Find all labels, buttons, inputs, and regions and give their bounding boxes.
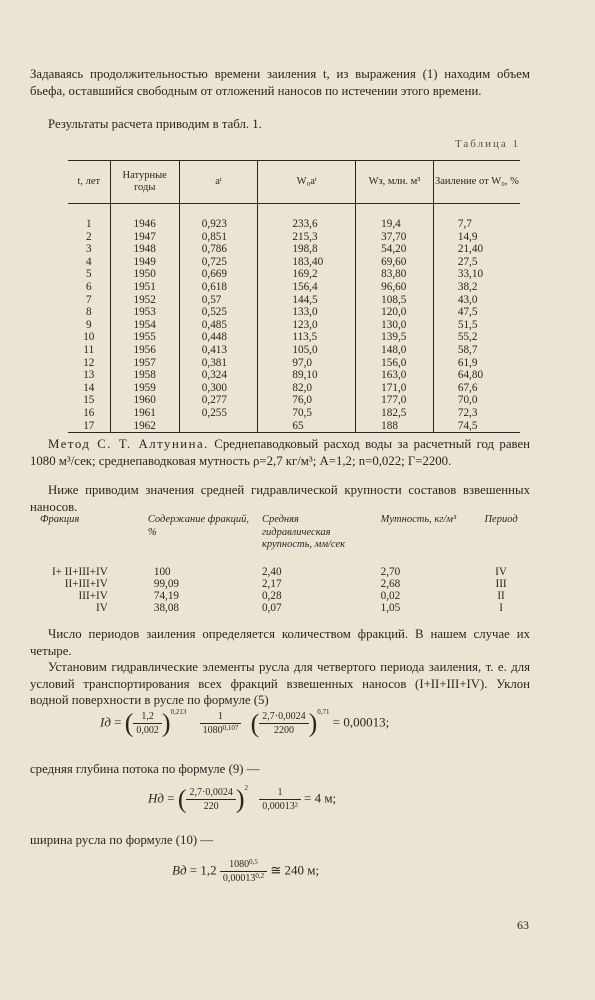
cell-t: 16	[68, 407, 110, 420]
cell-zail: 58,7	[457, 343, 478, 356]
fcol-header-fraction: Фракция	[40, 514, 80, 525]
table-caption: Таблица 1	[454, 138, 520, 150]
formula-slope: Iд = ( $\frac{1,2}{0,002}$ )$^{0,213}$ $\frac{1}{1080^{0,107}}$ ( $\frac{2,7\cdot 0,0024}{2200}$ )$^{0,71}$ = 0,00013;	[100, 708, 390, 738]
cell-wz: 83,80	[356, 268, 434, 281]
cell-zail: 70,0	[457, 394, 478, 407]
cell-wz: 96,60	[356, 281, 434, 294]
cell-wz: 19,4	[356, 204, 434, 231]
cell-t: 12	[68, 357, 110, 370]
formula1-f3-den: 2200	[273, 725, 294, 736]
cell-wz: 108,5	[356, 294, 434, 307]
table-row	[68, 344, 520, 357]
fcell-turbidity: 0,02	[380, 589, 401, 602]
table-row	[68, 294, 520, 307]
col-header-w0at: W₀aᵗ	[258, 161, 356, 204]
fcol-header-size: Средняя гидравлическая крупность, мм/сек	[261, 514, 346, 550]
cell-at: 0,923	[179, 204, 258, 231]
cell-at: 0,277	[179, 394, 258, 407]
cell-years: 1953	[110, 306, 179, 319]
cell-years: 1946	[110, 204, 179, 231]
formula1-lhs: Iд	[100, 714, 111, 730]
cell-at: 0,448	[179, 331, 258, 344]
cell-zail: 21,40	[457, 243, 484, 256]
paragraph-3: Ниже приводим значения средней гидравлической крупности составов взвешенных наносов.	[30, 483, 530, 514]
fractions-table	[40, 514, 530, 614]
cell-w0at: 105,0	[258, 344, 356, 357]
cell-at: 0,300	[179, 382, 258, 395]
col-header-t: t, лет	[68, 161, 110, 204]
formula3-den: 0,00013	[222, 873, 256, 884]
cell-t: 5	[68, 268, 110, 281]
cell-at: 0,618	[179, 281, 258, 294]
col-header-years: Натурные годы	[110, 161, 179, 204]
cell-t: 11	[68, 344, 110, 357]
method-title: Метод С. Т. Алтунина.	[48, 437, 209, 451]
cell-at: 0,413	[179, 344, 258, 357]
cell-w0at: 65	[258, 420, 356, 433]
cell-zail: 72,3	[457, 406, 478, 419]
cell-w0at: 113,5	[258, 331, 356, 344]
cell-t: 13	[68, 369, 110, 382]
formula2-f2-den: 0,00013²	[262, 801, 298, 812]
cell-t: 15	[68, 394, 110, 407]
cell-wz: 120,0	[356, 306, 434, 319]
cell-at: 0,525	[179, 306, 258, 319]
formula2-result: = 4 м;	[304, 790, 337, 806]
page-number: 63	[517, 918, 529, 932]
cell-zail: 55,2	[457, 331, 478, 344]
formula3-den-exp: 0,2	[255, 872, 265, 880]
cell-years: 1961	[110, 407, 179, 420]
table-row	[68, 394, 520, 407]
cell-w0at: 233,6	[258, 204, 356, 231]
cell-w0at: 169,2	[258, 268, 356, 281]
fcell-fraction: IV	[96, 601, 108, 614]
cell-years: 1948	[110, 243, 179, 256]
paragraph-6: средняя глубина потока по формуле (9) —	[30, 762, 260, 776]
cell-w0at: 156,4	[258, 281, 356, 294]
formula1-exp1: 0,213	[170, 708, 187, 716]
cell-at: 0,485	[179, 319, 258, 332]
cell-wz: 69,60	[356, 256, 434, 269]
col-header-wz: Wз, млн. м³	[356, 161, 434, 204]
paragraph-4: Число периодов заиления определяется количеством фракций. В нашем случае их четыре.	[30, 627, 530, 658]
fractions-row	[40, 566, 530, 578]
cell-zail: 67,6	[457, 381, 478, 394]
cell-w0at: 183,40	[258, 256, 356, 269]
fcol-header-turbidity: Мутность, кг/м³	[380, 514, 457, 525]
results-table	[68, 160, 520, 433]
cell-t: 4	[68, 256, 110, 269]
cell-t: 1	[68, 204, 110, 231]
cell-zail: 7,7	[457, 218, 472, 230]
formula2-lhs: Hд	[148, 790, 164, 806]
fcell-content: 100	[153, 565, 171, 578]
fcell-turbidity: 1,05	[380, 601, 401, 614]
cell-zail: 33,10	[457, 268, 484, 281]
formula1-exp3: 0,71	[317, 708, 330, 716]
formula2-f1-num: 2,7·0,0024	[186, 786, 235, 800]
fcell-size: 0,28	[261, 589, 282, 602]
formula1-result: = 0,00013;	[332, 714, 390, 730]
formula3-num: 1080	[229, 859, 250, 870]
cell-w0at: 70,5	[258, 407, 356, 420]
fractions-row	[40, 578, 530, 590]
cell-w0at: 215,3	[258, 231, 356, 244]
cell-years: 1955	[110, 331, 179, 344]
formula1-f1-den: 0,002	[136, 725, 159, 736]
formula3-lhs: Bд	[172, 862, 187, 878]
cell-zail: 14,9	[457, 230, 478, 243]
cell-w0at: 198,8	[258, 243, 356, 256]
cell-wz: 130,0	[356, 319, 434, 332]
table-row	[68, 357, 520, 370]
table-row	[68, 331, 520, 344]
table-header-row	[68, 161, 520, 204]
paragraph-1: Задаваясь продолжительностью времени заиления t, из выражения (1) находим объем бьефа, оставшийся свободным от отложений наносов по истечении этого времени.	[30, 67, 530, 98]
cell-wz: 177,0	[356, 394, 434, 407]
cell-wz: 188	[356, 420, 434, 433]
table-row	[68, 204, 520, 231]
cell-t: 8	[68, 306, 110, 319]
cell-wz: 156,0	[356, 357, 434, 370]
cell-at: 0,324	[179, 369, 258, 382]
formula2-exp: 2	[244, 784, 248, 792]
cell-zail: 61,9	[457, 356, 478, 369]
formula3-num-exp: 0,5	[249, 858, 258, 866]
table-row	[68, 369, 520, 382]
cell-t: 3	[68, 243, 110, 256]
table-row	[68, 306, 520, 319]
cell-at: 0,669	[179, 268, 258, 281]
cell-at: 0,381	[179, 357, 258, 370]
cell-at: 0,725	[179, 256, 258, 269]
cell-years: 1952	[110, 294, 179, 307]
fractions-header-row	[40, 514, 530, 566]
fcell-period: II	[497, 589, 505, 602]
cell-zail: 27,5	[457, 255, 478, 268]
formula1-f2-den: 1080	[202, 725, 223, 736]
cell-wz: 163,0	[356, 369, 434, 382]
fcell-content: 38,08	[153, 601, 180, 614]
cell-t: 17	[68, 420, 110, 433]
table-row	[68, 243, 520, 256]
cell-wz: 54,20	[356, 243, 434, 256]
cell-w0at: 123,0	[258, 319, 356, 332]
formula3-coef: = 1,2	[189, 862, 217, 878]
fcell-fraction: III+IV	[78, 589, 108, 602]
cell-w0at: 82,0	[258, 382, 356, 395]
fractions-row	[40, 590, 530, 602]
fcell-turbidity: 2,68	[380, 577, 401, 590]
fcell-period: I	[499, 601, 503, 614]
cell-years: 1954	[110, 319, 179, 332]
cell-t: 2	[68, 231, 110, 244]
fcell-size: 2,17	[261, 577, 282, 590]
fcell-size: 2,40	[261, 565, 282, 578]
cell-w0at: 144,5	[258, 294, 356, 307]
table-row	[68, 256, 520, 269]
cell-at: 0,57	[179, 294, 258, 307]
cell-zail: 47,5	[457, 306, 478, 319]
formula1-f2-exp: 0,107	[222, 724, 239, 732]
cell-years: 1949	[110, 256, 179, 269]
cell-wz: 148,0	[356, 344, 434, 357]
fcell-period: III	[495, 577, 507, 590]
cell-zail: 43,0	[457, 293, 478, 306]
cell-at	[179, 420, 258, 433]
fcell-content: 99,09	[153, 577, 180, 590]
col-header-zail: Заиление от W₀, %	[433, 161, 520, 204]
cell-years: 1960	[110, 394, 179, 407]
formula1-f3-num: 2,7·0,0024	[259, 710, 308, 724]
method-text: Среднепаводковый расход воды за расчетный год равен 1080 м³/сек; среднепаводковая мутность ρ=2,7 кг/м³; A=1,2; n=0,022; Г=2200.	[30, 437, 531, 468]
cell-t: 14	[68, 382, 110, 395]
paragraph-5: Установим гидравлические элементы русла для четвертого периода заиления, т. е. для условий транспортирования всех фракций взвешенных наносов (I+II+III+IV). Уклон водной поверхности в русле по формуле (5)	[30, 660, 530, 707]
formula-width	[172, 858, 319, 885]
fcell-size: 0,07	[261, 601, 282, 614]
formula2-f2-num: 1	[259, 786, 301, 800]
paragraph-2: Результаты расчета приводим в табл. 1.	[48, 117, 262, 131]
fcell-content: 74,19	[153, 589, 180, 602]
formula2-f1-den: 220	[203, 801, 219, 812]
fcell-period: IV	[495, 565, 507, 578]
fractions-row	[40, 602, 530, 614]
cell-w0at: 97,0	[258, 357, 356, 370]
cell-at: 0,786	[179, 243, 258, 256]
cell-wz: 171,0	[356, 382, 434, 395]
cell-at: 0,851	[179, 231, 258, 244]
table-row	[68, 319, 520, 332]
cell-zail: 38,2	[457, 280, 478, 293]
formula1-f1-num: 1,2	[133, 710, 162, 724]
table-row	[68, 407, 520, 420]
formula-depth: Hд = ( $\frac{2,7\cdot 0,0024}{220}$ )$^2$ $\frac{1}{\text{0,00013²}}$ = 4 м;	[148, 784, 337, 814]
cell-t: 6	[68, 281, 110, 294]
fcol-header-content: Содержание фракций, %	[147, 514, 249, 538]
table-row	[68, 281, 520, 294]
method-paragraph	[30, 436, 530, 469]
cell-t: 9	[68, 319, 110, 332]
cell-zail: 51,5	[457, 318, 478, 331]
cell-t: 10	[68, 331, 110, 344]
cell-years: 1958	[110, 369, 179, 382]
cell-zail: 64,80	[457, 369, 484, 382]
cell-years: 1962	[110, 420, 179, 433]
table-row	[68, 382, 520, 395]
cell-wz: 37,70	[356, 231, 434, 244]
cell-years: 1951	[110, 281, 179, 294]
cell-years: 1957	[110, 357, 179, 370]
col-header-at: aᵗ	[179, 161, 258, 204]
cell-wz: 182,5	[356, 407, 434, 420]
paragraph-7: ширина русла по формуле (10) —	[30, 833, 214, 847]
cell-t: 7	[68, 294, 110, 307]
cell-wz: 139,5	[356, 331, 434, 344]
cell-years: 1947	[110, 231, 179, 244]
cell-years: 1950	[110, 268, 179, 281]
formula3-result: ≅ 240 м;	[270, 862, 320, 878]
table-row	[68, 420, 520, 433]
cell-zail: 74,5	[433, 420, 520, 433]
cell-w0at: 76,0	[258, 394, 356, 407]
fcell-fraction: II+III+IV	[64, 577, 108, 590]
cell-years: 1956	[110, 344, 179, 357]
cell-at: 0,255	[179, 407, 258, 420]
fcell-fraction: I+ II+III+IV	[51, 565, 108, 578]
table-row	[68, 231, 520, 244]
fcell-turbidity: 2,70	[380, 565, 401, 578]
formula1-f2-num: 1	[200, 710, 242, 724]
cell-w0at: 133,0	[258, 306, 356, 319]
fcol-header-period: Период	[484, 514, 518, 525]
cell-years: 1959	[110, 382, 179, 395]
table-row	[68, 268, 520, 281]
cell-w0at: 89,10	[258, 369, 356, 382]
